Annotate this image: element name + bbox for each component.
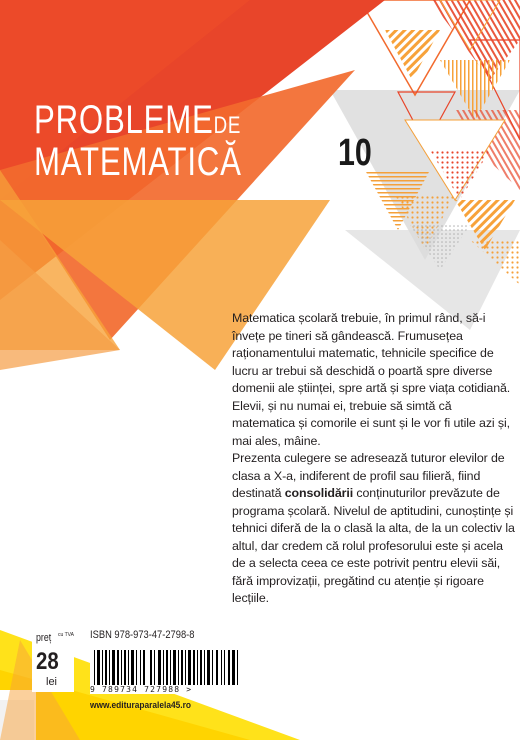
paragraph-2-end: conținuturilor prevăzute de programa școlară. Nivelul de aptitudini, cunoștințe și tehnici diferă de la o clasă la alta, de la un colectiv la altul, dar credem că rolul profesorului este și acela de a selecta ceea ce este potrivit pentru elevii săi, fără improvizații, pregătind cu atenție și rigoare lecțiile. — [232, 486, 515, 605]
description-paragraph-2 — [232, 450, 515, 608]
grade-number: 10 — [338, 132, 372, 174]
price-vat-note: cu TVA — [58, 632, 74, 638]
title-word-probleme: PROBLEME — [34, 98, 214, 142]
publisher-website: www.edituraparalela45.ro — [90, 700, 191, 711]
paragraph-2-start: Prezenta culegere se adresează tuturor elevilor de clasa a X-a, indiferent de profil sau filieră, fiind destinată — [232, 451, 505, 500]
price-currency: lei — [46, 676, 58, 688]
price-label: preț — [36, 632, 52, 644]
title-word-de: DE — [213, 112, 242, 139]
price-box — [32, 628, 74, 692]
price-value: 28 — [36, 648, 59, 675]
paragraph-2-bold: consolidării — [284, 486, 354, 500]
description-paragraph-1: Matematica școlară trebuie, în primul rând, să-i învețe pe tineri să gândească. Frumusețea raționamentului matematic, tehnicile specifice de lucru ar trebui să deschidă o poartă spre diverse domenii ale științei, spre artă și spre viața cotidiană. Elevii, și nu numai ei, trebuie să simtă că matematica și comorile ei sunt și le vor fi utile azi și, mai ales, mâine. — [232, 311, 511, 448]
barcode-digits: 9 789734 727988 > — [90, 685, 240, 694]
book-title-line2: MATEMATICĂ — [34, 140, 242, 184]
isbn-number: ISBN 978-973-47-2798-8 — [90, 629, 195, 641]
